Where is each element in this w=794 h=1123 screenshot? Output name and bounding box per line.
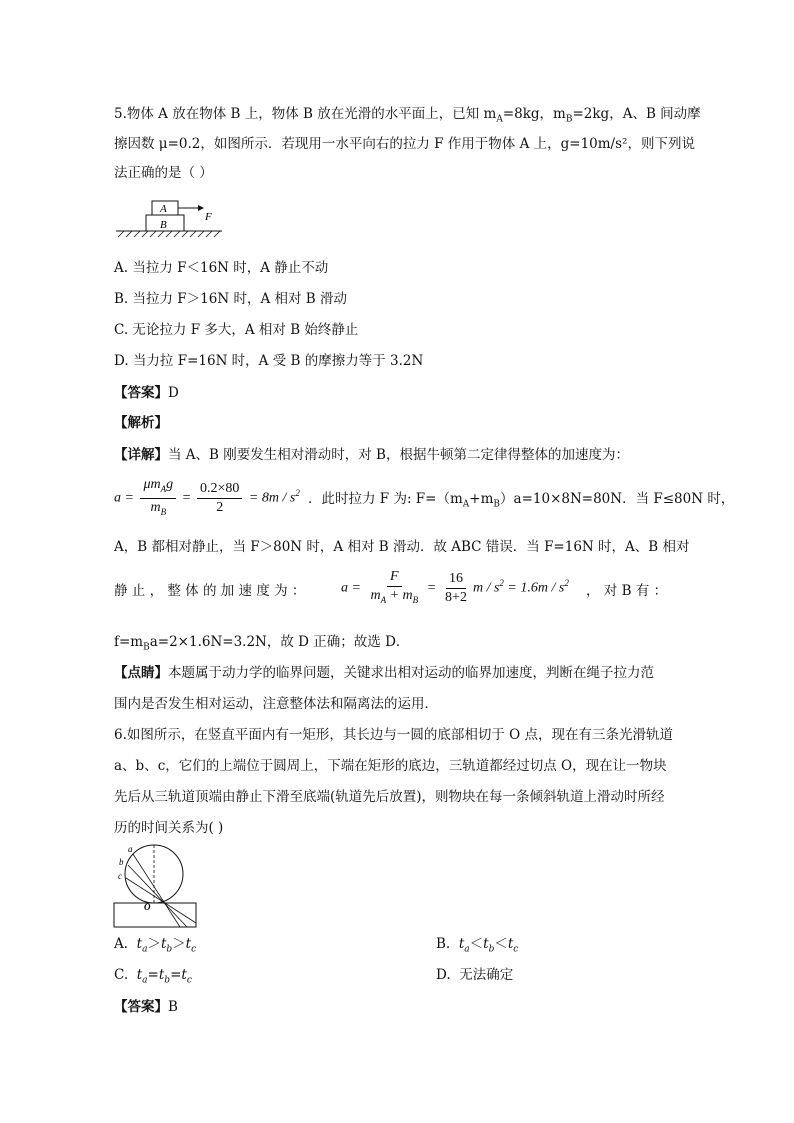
label-a: a: [128, 844, 133, 854]
track-c: [126, 878, 196, 923]
q5-detail-line-2: ．此时拉力 F 为: $F=(m_A+m_B)a=10\times 8N=80N$．当 F≤80N 时，: [308, 491, 735, 510]
q6-answer: [114, 997, 178, 1017]
label-f: F: [205, 211, 212, 223]
q5-equation-1: a = $\frac{\mu m_Ag}{m_B}$ = $\frac{0.2\times 80}{2}$ = $8m / s^2$: [114, 477, 300, 517]
answer-tag: 【答案】: [114, 385, 168, 401]
q5-stem-line-3: 法正确的是（ ）: [114, 165, 213, 181]
label-o: O: [144, 902, 151, 912]
q6-stem-line-4: 历的时间关系为( ): [114, 820, 224, 836]
q6-stem-line-1: 6.如图所示，在竖直平面内有一矩形，其长边与一圆的底部相切于 O 点，现在有三条光滑轨道: [114, 727, 674, 743]
q6-stem-line-3: 先后从三轨道顶端由静止下滑至底端(轨道先后放置)，则物块在每一条倾斜轨道上滑动时所经: [114, 789, 665, 805]
q5-detail-line-5: $f=m_Ba=2\times 1.6N=3.2N$，故 D 正确；故选 D．: [114, 634, 410, 653]
answer-value: D: [168, 385, 179, 401]
q5-point-line-1: 【点睛】本题属于动力学的临界问题，关键求出相对运动的临界加速度，判断在绳子拉力范: [114, 665, 654, 681]
force-arrowhead: [198, 205, 204, 211]
q6-option-b: B. $t_a<t_b<t_c$: [436, 936, 519, 955]
q5-option-d: D. 当力拉 F=16N 时，A 受 B 的摩擦力等于 3.2N: [114, 353, 424, 369]
answer-value: B: [168, 999, 178, 1015]
circle: [125, 845, 183, 903]
q5-answer: [114, 383, 179, 403]
label-b: b: [119, 857, 124, 867]
q5-option-a: A. 当拉力 F＜16N 时，A 静止不动: [114, 260, 329, 276]
q5-option-c: C. 无论拉力 F 多大，A 相对 B 始终静止: [114, 322, 359, 338]
q5-detail-line-1: 【详解】当 A、B 刚要发生相对滑动时，对 B，根据牛顿第二定律得整体的加速度为：: [114, 447, 629, 463]
label-c: c: [118, 871, 122, 881]
q6-stem-line-2: a、b、c，它们的上端位于圆周上，下端在矩形的底边，三轨道都经过切点 O，现在让一物块: [114, 758, 667, 774]
q6-option-c: C. $t_a=t_b=t_c$: [114, 967, 192, 986]
q5-stem-line-1: 5.物体 A 放在物体 B 上，物体 B 放在光滑的水平面上，已知 $m_A=8kg$，$m_B=2kg$，A、B 间动摩: [114, 106, 701, 125]
label-a: A: [160, 203, 167, 215]
q5-analysis-tag: 【解析】: [114, 415, 168, 431]
q5-detail-line-4-post: ， 对 B 有 ：: [586, 583, 668, 599]
q5-detail-line-4-pre: 静 止 ， 整 体 的 加 速 度 为 ：: [114, 583, 306, 599]
q6-option-a: A. $t_a>t_b>t_c$: [114, 936, 197, 955]
q6-option-d: D. 无法确定: [436, 967, 514, 983]
label-b: B: [160, 219, 167, 231]
answer-tag: 【答案】: [114, 999, 168, 1015]
q5-stem-line-2: 擦因数 μ=0.2，如图所示．若现用一水平向右的拉力 F 作用于物体 A 上，g=10m/s²，则下列说: [114, 136, 695, 152]
q5-option-b: B. 当拉力 F＞16N 时，A 相对 B 滑动: [114, 291, 347, 307]
q5-point-line-2: 围内是否发生相对运动，注意整体法和隔离法的运用．: [114, 696, 438, 712]
q5-block-diagram: [114, 196, 226, 242]
q5-equation-2: a = $\frac{F}{m_A + m_B}$ = $\frac{16}{8+2}$ $m / s^2 = 1.6m / s^2$: [341, 569, 569, 605]
track-a: [133, 854, 180, 927]
q5-detail-line-3: A，B 都相对静止，当 F＞80N 时，A 相对 B 滑动．故 ABC 错误．当 F=16N 时，A、B 相对: [114, 539, 690, 555]
track-b: [128, 865, 187, 927]
q6-circle-track-diagram: [112, 843, 200, 929]
